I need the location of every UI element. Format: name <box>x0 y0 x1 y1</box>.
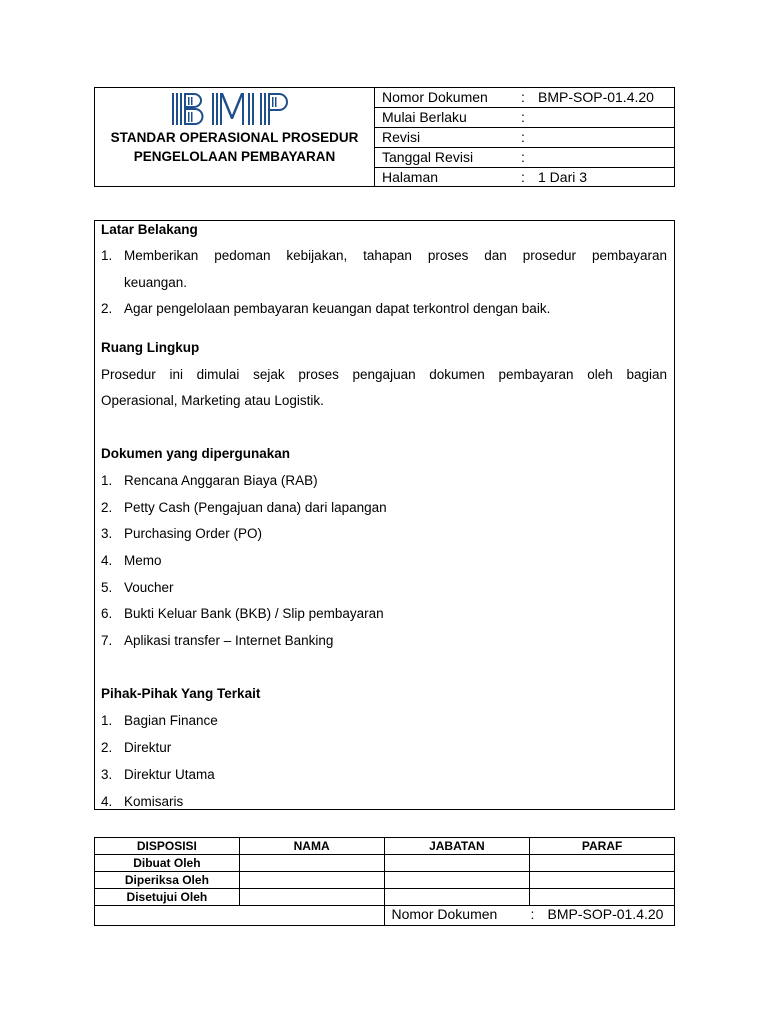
footer-doc-number <box>385 906 675 925</box>
name-cell <box>239 872 384 889</box>
list-number: 7. <box>101 633 113 648</box>
paragraph-line: Operasional, Marketing atau Logistik. <box>101 393 324 408</box>
list-number: 2. <box>101 301 113 316</box>
name-cell <box>239 855 384 872</box>
table-row <box>95 872 675 889</box>
meta-row-mulai-berlaku <box>375 108 674 128</box>
list-text: Bukti Keluar Bank (BKB) / Slip pembayaran <box>124 606 384 621</box>
meta-row-nomor-dokumen <box>375 88 674 108</box>
section-title-dokumen: Dokumen yang dipergunakan <box>101 446 291 461</box>
list-number: 2. <box>101 500 113 515</box>
meta-colon: : <box>521 109 525 125</box>
column-header: PARAF <box>530 838 675 855</box>
list-number: 5. <box>101 580 113 595</box>
meta-label: Halaman <box>382 169 439 185</box>
document-title <box>95 128 374 166</box>
jabatan-cell <box>384 889 530 906</box>
meta-row-revisi <box>375 128 674 148</box>
paraf-cell <box>530 855 675 872</box>
list-number: 3. <box>101 526 113 541</box>
footer-doc-value: BMP-SOP-01.4.20 <box>547 906 664 922</box>
list-text: Direktur Utama <box>124 767 215 782</box>
list-number: 4. <box>101 794 113 809</box>
section-title-pihak-terkait: Pihak-Pihak Yang Terkait <box>101 686 261 701</box>
jabatan-cell <box>384 855 530 872</box>
meta-value: 1 Dari 3 <box>538 169 588 185</box>
title-line-1: STANDAR OPERASIONAL PROSEDUR <box>110 130 359 145</box>
list-number: 1. <box>101 473 113 488</box>
meta-colon: : <box>521 169 525 185</box>
list-text: Agar pengelolaan pembayaran keuangan dapat terkontrol dengan baik. <box>124 301 551 316</box>
list-text: Memo <box>124 553 162 568</box>
section-title-latar-belakang: Latar Belakang <box>101 222 198 237</box>
table-row <box>95 855 675 872</box>
meta-label: Revisi <box>382 129 421 145</box>
list-number: 4. <box>101 553 113 568</box>
column-header: JABATAN <box>384 838 530 855</box>
meta-row-halaman <box>375 168 674 188</box>
meta-colon: : <box>521 149 525 165</box>
list-text: Bagian Finance <box>124 713 218 728</box>
footer-blank-cell <box>95 906 385 926</box>
meta-label: Mulai Berlaku <box>382 109 467 125</box>
list-text: Direktur <box>124 740 172 755</box>
footer-doc-row <box>95 906 675 926</box>
meta-row-tanggal-revisi <box>375 148 674 168</box>
meta-colon: : <box>521 89 525 105</box>
row-label: Diperiksa Oleh <box>95 872 240 889</box>
row-label: Dibuat Oleh <box>95 855 240 872</box>
list-text: Rencana Anggaran Biaya (RAB) <box>124 473 318 488</box>
company-logo <box>172 92 290 126</box>
list-text: Petty Cash (Pengajuan dana) dari lapangan <box>124 500 387 515</box>
row-label: Disetujui Oleh <box>95 889 240 906</box>
approval-table <box>94 837 675 926</box>
section-title-ruang-lingkup: Ruang Lingkup <box>101 340 200 355</box>
footer-doc-colon: : <box>530 906 535 922</box>
list-text: Aplikasi transfer – Internet Banking <box>124 633 334 648</box>
list-number: 2. <box>101 740 113 755</box>
list-text: keuangan. <box>124 275 188 290</box>
meta-value: BMP-SOP-01.4.20 <box>538 89 654 105</box>
document-body <box>94 220 675 810</box>
list-number: 6. <box>101 606 113 621</box>
meta-label: Tanggal Revisi <box>382 149 474 165</box>
paraf-cell <box>530 872 675 889</box>
column-header: NAMA <box>239 838 384 855</box>
footer-doc-number-cell <box>384 906 675 926</box>
paraf-cell <box>530 889 675 906</box>
paragraph-line: Prosedur ini dimulai sejak proses pengajuan dokumen pembayaran oleh bagian <box>101 367 667 382</box>
approval-header-row <box>95 838 675 855</box>
title-line-2: PENGELOLAAN PEMBAYARAN <box>133 149 336 164</box>
list-text: Voucher <box>124 580 174 595</box>
document-header-title-block <box>94 87 375 187</box>
footer-doc-label: Nomor Dokumen <box>391 906 498 922</box>
list-number: 3. <box>101 767 113 782</box>
list-number: 1. <box>101 248 113 263</box>
meta-colon: : <box>521 129 525 145</box>
list-text: Memberikan pedoman kebijakan, tahapan proses dan prosedur pembayaran <box>124 248 667 263</box>
list-text: Komisaris <box>124 794 184 809</box>
column-header: DISPOSISI <box>95 838 240 855</box>
table-row <box>95 889 675 906</box>
list-number: 1. <box>101 713 113 728</box>
jabatan-cell <box>384 872 530 889</box>
name-cell <box>239 889 384 906</box>
list-text: Purchasing Order (PO) <box>124 526 263 541</box>
meta-label: Nomor Dokumen <box>382 89 488 105</box>
document-meta-table <box>375 87 675 187</box>
